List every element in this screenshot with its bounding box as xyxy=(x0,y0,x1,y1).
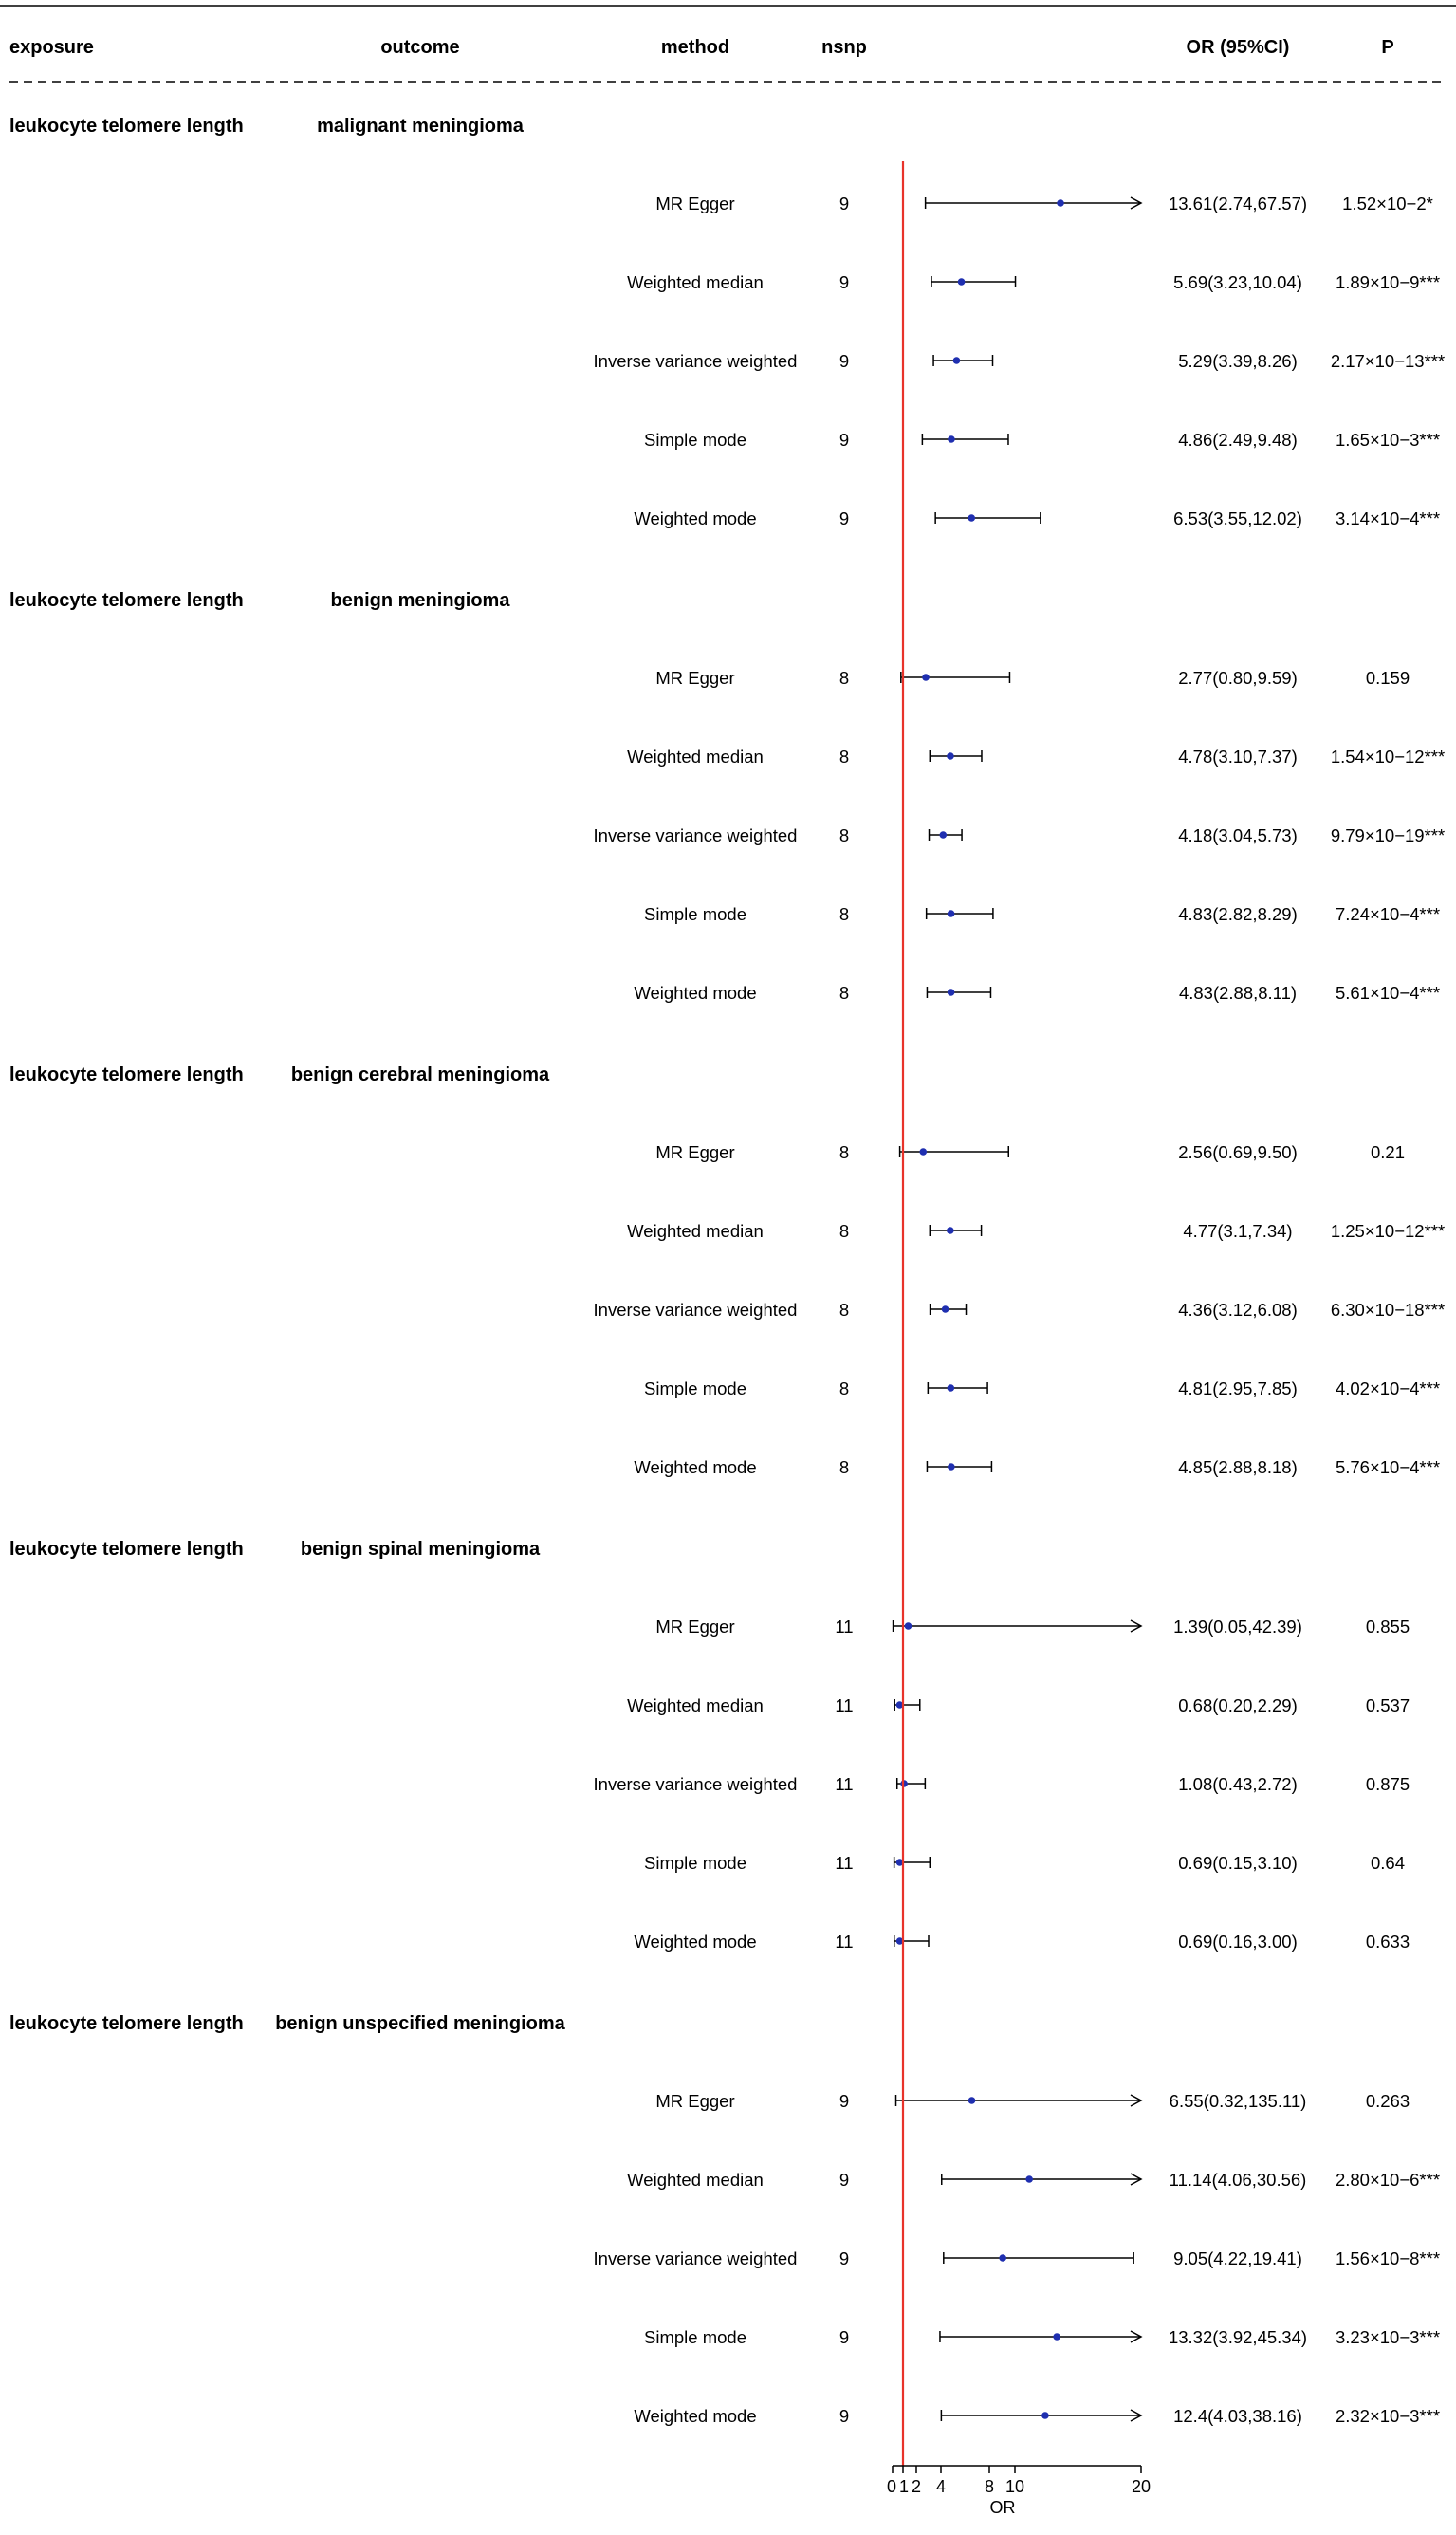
or-point xyxy=(1053,2333,1060,2341)
header-nsnp: nsnp xyxy=(821,37,867,58)
method-label: MR Egger xyxy=(655,1617,735,1637)
or-point xyxy=(900,1780,908,1787)
p-value-text: 2.32×10−3*** xyxy=(1335,2406,1441,2426)
or-ci-text: 4.86(2.49,9.48) xyxy=(1178,430,1298,450)
nsnp-value: 9 xyxy=(839,2091,850,2111)
nsnp-value: 8 xyxy=(839,747,850,767)
nsnp-value: 8 xyxy=(839,1379,850,1398)
p-value-text: 1.52×10−2* xyxy=(1342,194,1433,213)
nsnp-value: 11 xyxy=(835,1617,854,1637)
method-label: Weighted median xyxy=(627,272,764,292)
method-label: MR Egger xyxy=(655,194,735,213)
group-outcome-label: malignant meningioma xyxy=(317,116,524,137)
nsnp-value: 8 xyxy=(839,1457,850,1477)
p-value-text: 2.17×10−13*** xyxy=(1330,351,1446,371)
p-value-text: 1.89×10−9*** xyxy=(1335,272,1441,292)
or-ci-text: 1.39(0.05,42.39) xyxy=(1173,1617,1302,1637)
p-value-text: 0.21 xyxy=(1370,1142,1406,1162)
method-label: MR Egger xyxy=(655,1142,735,1162)
or-ci-text: 5.69(3.23,10.04) xyxy=(1173,272,1302,292)
or-point xyxy=(919,1148,927,1156)
method-label: Weighted mode xyxy=(634,1457,757,1477)
nsnp-value: 11 xyxy=(835,1774,854,1794)
group-exposure-label: leukocyte telomere length xyxy=(9,1064,244,1085)
method-label: Inverse variance weighted xyxy=(593,1774,798,1794)
method-label: MR Egger xyxy=(655,2091,735,2111)
x-tick-label: 1 xyxy=(899,2477,910,2496)
x-tick-label: 10 xyxy=(1004,2477,1025,2496)
or-point xyxy=(948,435,955,443)
header-p: P xyxy=(1381,37,1394,58)
or-ci-text: 0.68(0.20,2.29) xyxy=(1178,1695,1298,1715)
nsnp-value: 11 xyxy=(835,1932,854,1952)
group-outcome-label: benign unspecified meningioma xyxy=(275,2013,565,2034)
or-ci-text: 5.29(3.39,8.26) xyxy=(1178,351,1298,371)
method-label: Weighted mode xyxy=(634,509,757,528)
or-point xyxy=(999,2254,1006,2262)
or-ci-text: 9.05(4.22,19.41) xyxy=(1173,2248,1302,2268)
p-value-text: 1.56×10−8*** xyxy=(1335,2248,1441,2268)
nsnp-value: 9 xyxy=(839,2406,850,2426)
header-or-ci: OR (95%CI) xyxy=(1186,37,1290,58)
or-point xyxy=(958,278,966,286)
or-ci-text: 12.4(4.03,38.16) xyxy=(1173,2406,1302,2426)
p-value-text: 3.23×10−3*** xyxy=(1335,2327,1441,2347)
or-ci-text: 0.69(0.15,3.10) xyxy=(1178,1853,1298,1873)
or-point xyxy=(948,989,955,996)
x-tick-label: 8 xyxy=(984,2477,995,2496)
forest-rows xyxy=(9,116,1445,2466)
nsnp-value: 9 xyxy=(839,2327,850,2347)
or-ci-text: 4.18(3.04,5.73) xyxy=(1178,825,1298,845)
x-axis xyxy=(887,2466,1151,2517)
nsnp-value: 8 xyxy=(839,825,850,845)
nsnp-value: 9 xyxy=(839,430,850,450)
p-value-text: 6.30×10−18*** xyxy=(1330,1300,1446,1320)
or-point xyxy=(968,2097,976,2104)
method-label: Simple mode xyxy=(644,1379,746,1398)
method-label: Simple mode xyxy=(644,2327,746,2347)
p-value-text: 0.855 xyxy=(1365,1617,1410,1637)
p-value-text: 9.79×10−19*** xyxy=(1330,825,1446,845)
group-outcome-label: benign cerebral meningioma xyxy=(290,1064,550,1085)
or-ci-text: 1.08(0.43,2.72) xyxy=(1178,1774,1298,1794)
nsnp-value: 9 xyxy=(839,272,850,292)
nsnp-value: 8 xyxy=(839,1142,850,1162)
method-label: Inverse variance weighted xyxy=(593,1300,798,1320)
header-outcome: outcome xyxy=(380,37,460,58)
or-point xyxy=(942,1305,949,1313)
method-label: MR Egger xyxy=(655,668,735,688)
or-ci-text: 13.61(2.74,67.57) xyxy=(1168,194,1308,213)
or-ci-text: 6.55(0.32,135.11) xyxy=(1169,2091,1307,2111)
method-label: Weighted mode xyxy=(634,2406,757,2426)
x-tick-label: 0 xyxy=(886,2477,896,2496)
nsnp-value: 9 xyxy=(839,509,850,528)
method-label: Weighted mode xyxy=(634,1932,757,1952)
method-label: Inverse variance weighted xyxy=(593,2248,798,2268)
or-ci-text: 2.77(0.80,9.59) xyxy=(1178,668,1298,688)
method-label: Inverse variance weighted xyxy=(593,351,798,371)
or-ci-text: 4.83(2.88,8.11) xyxy=(1178,983,1298,1003)
method-label: Weighted median xyxy=(627,2170,764,2190)
p-value-text: 0.263 xyxy=(1365,2091,1410,2111)
group-exposure-label: leukocyte telomere length xyxy=(9,1539,244,1560)
p-value-text: 0.633 xyxy=(1365,1932,1410,1952)
or-ci-text: 4.81(2.95,7.85) xyxy=(1178,1379,1298,1398)
method-label: Inverse variance weighted xyxy=(593,825,798,845)
group-exposure-label: leukocyte telomere length xyxy=(9,590,244,611)
x-tick-label: 20 xyxy=(1131,2477,1152,2496)
p-value-text: 2.80×10−6*** xyxy=(1335,2170,1441,2190)
group-outcome-label: benign spinal meningioma xyxy=(300,1539,541,1560)
or-point xyxy=(1041,2412,1049,2419)
nsnp-value: 9 xyxy=(839,2248,850,2268)
or-point xyxy=(939,831,947,839)
x-axis-label: OR xyxy=(989,2498,1016,2517)
p-value-text: 0.159 xyxy=(1365,668,1410,688)
method-label: Simple mode xyxy=(644,1853,746,1873)
or-ci-text: 0.69(0.16,3.00) xyxy=(1178,1932,1298,1952)
p-value-text: 1.25×10−12*** xyxy=(1330,1221,1446,1241)
or-ci-text: 11.14(4.06,30.56) xyxy=(1169,2170,1307,2190)
or-ci-text: 6.53(3.55,12.02) xyxy=(1173,509,1302,528)
or-point xyxy=(922,674,930,681)
nsnp-value: 9 xyxy=(839,194,850,213)
group-outcome-label: benign meningioma xyxy=(330,590,510,611)
or-point xyxy=(947,1227,954,1234)
or-point xyxy=(968,514,975,522)
or-point xyxy=(1025,2175,1033,2183)
or-point xyxy=(948,910,955,917)
or-point xyxy=(948,1384,955,1392)
p-value-text: 7.24×10−4*** xyxy=(1335,904,1441,924)
nsnp-value: 11 xyxy=(835,1695,854,1715)
method-label: Weighted mode xyxy=(634,983,757,1003)
p-value-text: 1.54×10−12*** xyxy=(1330,747,1446,767)
header-exposure: exposure xyxy=(9,37,94,58)
nsnp-value: 8 xyxy=(839,904,850,924)
or-ci-text: 4.83(2.82,8.29) xyxy=(1178,904,1298,924)
or-point xyxy=(947,752,954,760)
p-value-text: 0.537 xyxy=(1365,1695,1410,1715)
group-exposure-label: leukocyte telomere length xyxy=(9,116,244,137)
or-ci-text: 2.56(0.69,9.50) xyxy=(1178,1142,1298,1162)
p-value-text: 3.14×10−4*** xyxy=(1335,509,1441,528)
nsnp-value: 11 xyxy=(835,1853,854,1873)
header-method: method xyxy=(660,37,730,58)
method-label: Weighted median xyxy=(627,1221,764,1241)
or-ci-text: 4.85(2.88,8.18) xyxy=(1178,1457,1298,1477)
p-value-text: 5.76×10−4*** xyxy=(1335,1457,1441,1477)
method-label: Simple mode xyxy=(644,430,746,450)
or-ci-text: 13.32(3.92,45.34) xyxy=(1168,2327,1308,2347)
nsnp-value: 9 xyxy=(839,351,850,371)
method-label: Simple mode xyxy=(644,904,746,924)
nsnp-value: 9 xyxy=(839,2170,850,2190)
or-ci-text: 4.78(3.10,7.37) xyxy=(1178,747,1298,767)
nsnp-value: 8 xyxy=(839,983,850,1003)
or-point xyxy=(948,1463,955,1471)
or-point xyxy=(1057,199,1064,207)
x-tick-label: 2 xyxy=(911,2477,922,2496)
or-point xyxy=(905,1622,912,1630)
or-point xyxy=(953,357,961,364)
p-value-text: 5.61×10−4*** xyxy=(1335,983,1441,1003)
method-label: Weighted median xyxy=(627,1695,764,1715)
nsnp-value: 8 xyxy=(839,668,850,688)
nsnp-value: 8 xyxy=(839,1221,850,1241)
or-ci-text: 4.77(3.1,7.34) xyxy=(1183,1221,1293,1241)
group-exposure-label: leukocyte telomere length xyxy=(9,2013,244,2034)
p-value-text: 0.64 xyxy=(1370,1853,1406,1873)
p-value-text: 4.02×10−4*** xyxy=(1335,1379,1441,1398)
or-ci-text: 4.36(3.12,6.08) xyxy=(1178,1300,1298,1320)
p-value-text: 0.875 xyxy=(1365,1774,1410,1794)
x-tick-label: 4 xyxy=(935,2477,947,2496)
nsnp-value: 8 xyxy=(839,1300,850,1320)
p-value-text: 1.65×10−3*** xyxy=(1335,430,1441,450)
method-label: Weighted median xyxy=(627,747,764,767)
